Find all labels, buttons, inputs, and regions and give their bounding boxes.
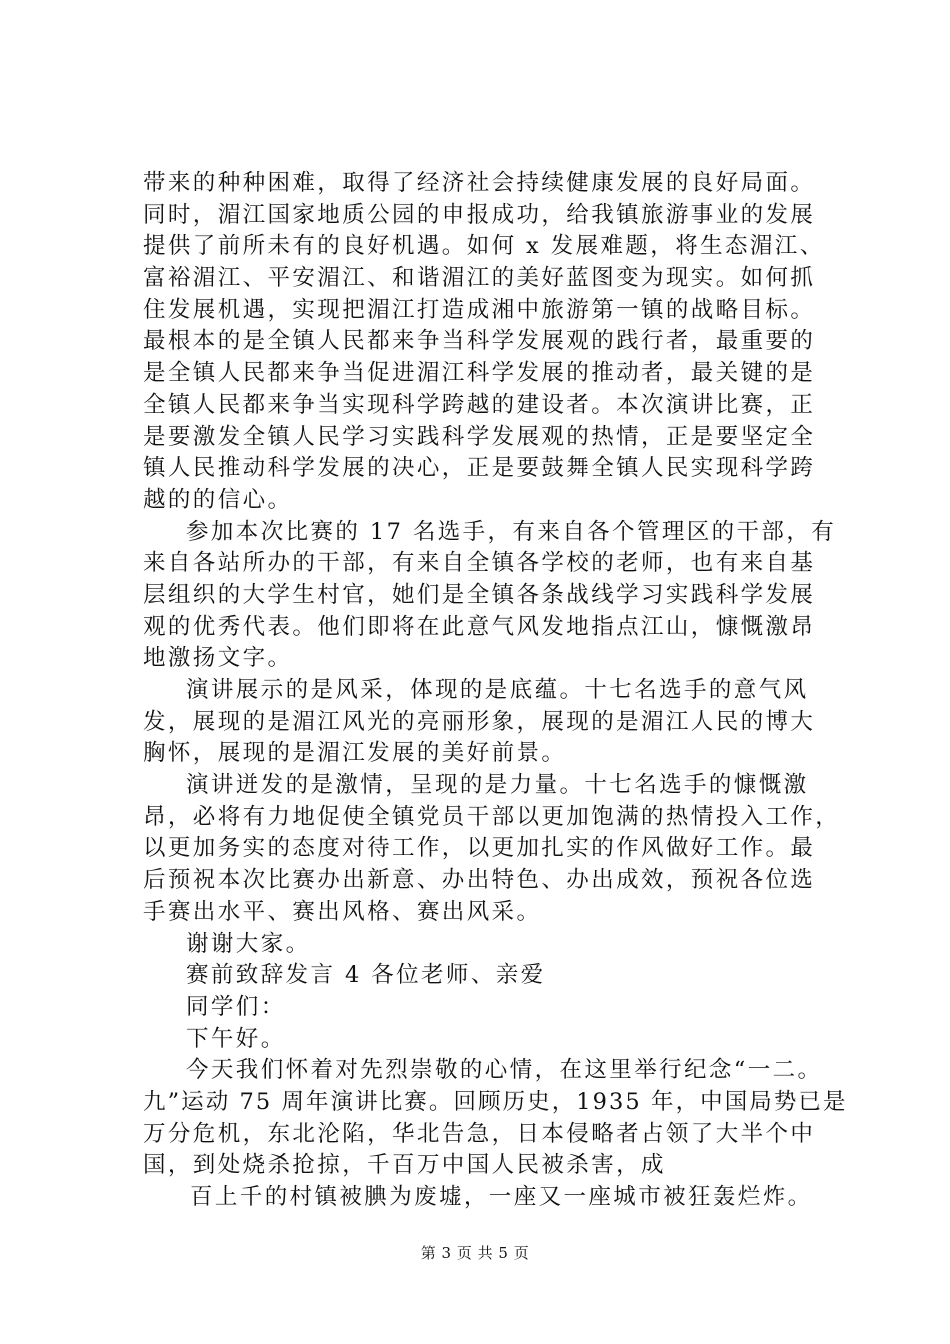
- text-line: 赛前致辞发言 4 各位老师、亲爱: [186, 962, 546, 989]
- text-line: 发，展现的是湄江风光的亮丽形象，展现的是湄江人民的博大: [143, 708, 816, 735]
- text-line: 同学们：: [186, 993, 286, 1020]
- text-line: 层组织的大学生村官，她们是全镇各条战线学习实践科学发展: [143, 581, 816, 608]
- text-line: 带来的种种困难，取得了经济社会持续健康发展的良好局面。: [143, 170, 816, 196]
- text-line: 后预祝本次比赛办出新意、办出特色、办出成效，预祝各位选: [143, 867, 816, 894]
- text-line: 观的优秀代表。他们即将在此意气风发地指点江山，慷慨激昂: [143, 613, 816, 640]
- text-line: 谢谢大家。: [186, 930, 311, 957]
- text-line: 胸怀，展现的是湄江发展的美好前景。: [143, 740, 567, 767]
- text-line: 万分危机，东北沦陷，华北告急，日本侵略者占领了大半个中: [143, 1120, 816, 1147]
- text-line: 是全镇人民都来争当促进湄江科学发展的推动者，最关键的是: [143, 360, 816, 387]
- text-line: 以更加务实的态度对待工作，以更加扎实的作风做好工作。最: [143, 835, 816, 862]
- text-line: 富裕湄江、平安湄江、和谐湄江的美好蓝图变为现实。如何抓: [143, 265, 816, 292]
- text-line: 参加本次比赛的 17 名选手，有来自各个管理区的干部，有: [186, 518, 837, 545]
- text-line: 九”运动 75 周年演讲比赛。回顾历史，1935 年，中国局势已是: [143, 1088, 848, 1115]
- text-line: 百上千的村镇被腆为废墟，一座又一座城市被狂轰烂炸。: [190, 1184, 813, 1210]
- text-line: 昂，必将有力地促使全镇党员干部以更加饱满的热情投入工作，: [143, 803, 841, 830]
- text-line: 是要激发全镇人民学习实践科学发展观的热情，正是要坚定全: [143, 423, 816, 450]
- text-line: 来自各站所办的干部，有来自全镇各学校的老师，也有来自基: [143, 550, 816, 577]
- text-line: 镇人民推动科学发展的决心，正是要鼓舞全镇人民实现科学跨: [143, 455, 816, 482]
- text-line: 全镇人民都来争当实现科学跨越的建设者。本次演讲比赛，正: [143, 391, 816, 418]
- text-line: 提供了前所未有的良好机遇。如何 x 发展难题，将生态湄江、: [143, 233, 825, 260]
- text-line: 演讲展示的是风采，体现的是底蕴。十七名选手的意气风: [186, 677, 809, 703]
- text-line: 下午好。: [186, 1025, 286, 1052]
- text-line: 手赛出水平、赛出风格、赛出风采。: [143, 898, 542, 925]
- text-line: 演讲迸发的是激情，呈现的是力量。十七名选手的慷慨激: [186, 772, 809, 799]
- text-line: 同时，湄江国家地质公园的申报成功，给我镇旅游事业的发展: [143, 201, 816, 228]
- text-line: 地激扬文字。: [143, 645, 293, 672]
- text-line: 住发展机遇，实现把湄江打造成湘中旅游第一镇的战略目标。: [143, 296, 816, 323]
- document-body: [143, 168, 848, 1214]
- text-line: 越的的信心。: [143, 486, 293, 513]
- text-line: 最根本的是全镇人民都来争当科学发展观的践行者，最重要的: [143, 328, 816, 355]
- page-footer: 第 3 页 共 5 页: [420, 1244, 530, 1262]
- text-line: 国，到处烧杀抢掠，千百万中国人民被杀害，成: [143, 1152, 666, 1179]
- text-line: 今天我们怀着对先烈崇敬的心情，在这里举行纪念“一二。: [186, 1057, 823, 1084]
